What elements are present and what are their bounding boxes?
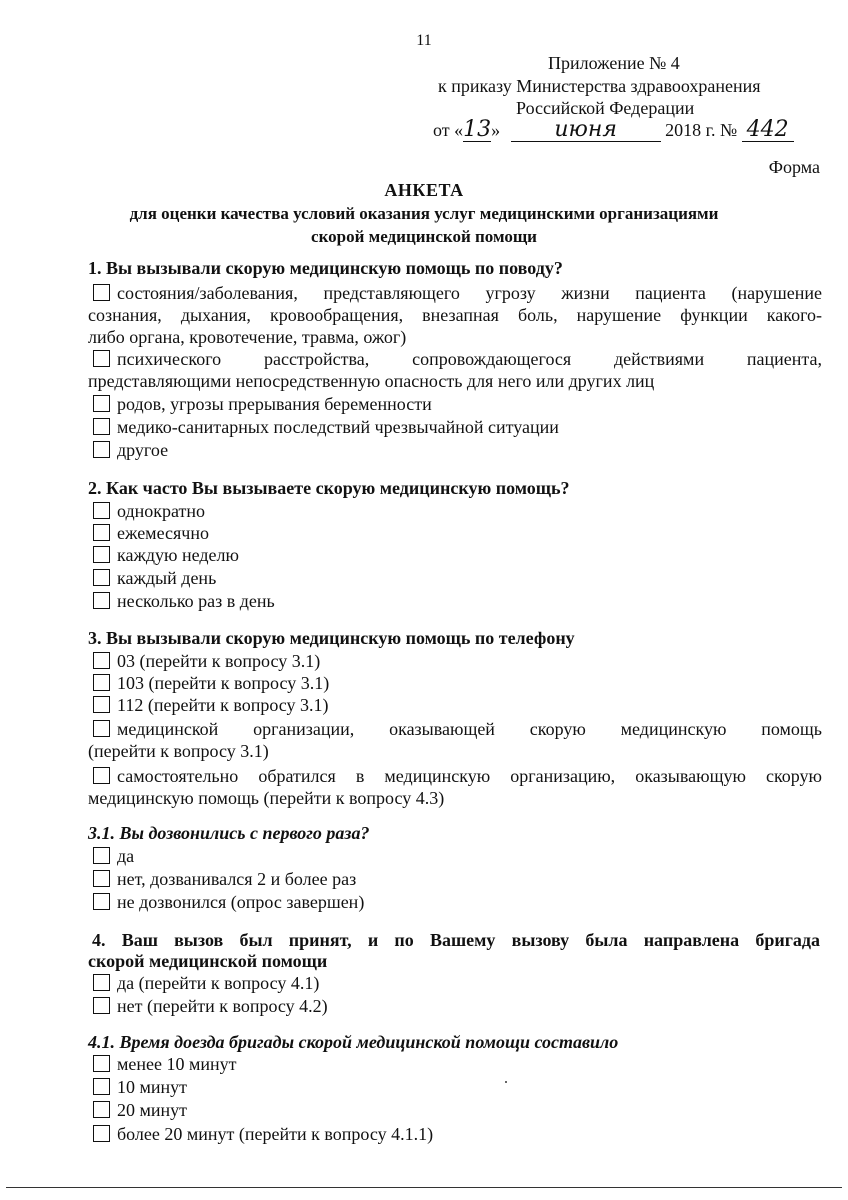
date-year: 2018 г. № <box>665 120 738 140</box>
question-4: 4. Ваш вызов был принят, и по Вашему вызову была направлена бригада <box>92 930 820 950</box>
q1-option-1[interactable]: состояния/заболевания, представляющего угрозу жизни пациента (нарушение <box>88 282 822 304</box>
checkbox[interactable] <box>93 418 110 435</box>
questionnaire-subtitle <box>60 202 788 248</box>
q3-option-5[interactable]: самостоятельно обратился в медицинскую организацию, оказывающую скорую <box>88 765 822 787</box>
question-2: 2. Как часто Вы вызываете скорую медицинскую помощь? <box>88 478 570 498</box>
checkbox[interactable] <box>93 997 110 1014</box>
q2-option-3[interactable]: каждую неделю <box>88 544 822 566</box>
q4-1-option-2[interactable]: 10 минут <box>88 1076 822 1098</box>
checkbox[interactable] <box>93 592 110 609</box>
question-4-1: 4.1. Время доезда бригады скорой медицинской помощи составило <box>88 1032 619 1052</box>
question-4-cont: скорой медицинской помощи <box>88 951 328 971</box>
checkbox[interactable] <box>93 767 110 784</box>
federation-name: Российской Федерации <box>516 98 695 118</box>
checkbox[interactable] <box>93 847 110 864</box>
q2-option-5[interactable]: несколько раз в день <box>88 590 822 612</box>
checkbox[interactable] <box>93 674 110 691</box>
q4-option-2[interactable]: нет (перейти к вопросу 4.2) <box>88 995 822 1017</box>
q1-option-4[interactable]: медико-санитарных последствий чрезвычайной ситуации <box>88 416 822 438</box>
order-date-line <box>433 118 794 142</box>
q4-1-option-4[interactable]: более 20 минут (перейти к вопросу 4.1.1) <box>88 1123 822 1145</box>
q3-1-option-3[interactable]: не дозвонился (опрос завершен) <box>88 891 822 913</box>
checkbox[interactable] <box>93 524 110 541</box>
question-1: 1. Вы вызывали скорую медицинскую помощь по поводу? <box>88 258 563 278</box>
checkbox[interactable] <box>93 652 110 669</box>
q1-option-1-cont: либо органа, кровотечение, травма, ожог) <box>88 327 407 347</box>
date-prefix: от « <box>433 120 464 140</box>
checkbox[interactable] <box>93 893 110 910</box>
q3-option-1[interactable]: 03 (перейти к вопросу 3.1) <box>88 650 822 672</box>
subtitle-line: скорой медицинской помощи <box>311 227 537 246</box>
subtitle-line: для оценки качества условий оказания услуг медицинскими организациями <box>129 204 719 223</box>
checkbox[interactable] <box>93 284 110 301</box>
checkbox[interactable] <box>93 870 110 887</box>
q4-1-option-1[interactable]: менее 10 минут <box>88 1053 822 1075</box>
date-month: июня <box>511 119 661 142</box>
page-bottom-edge <box>6 1187 842 1188</box>
checkbox[interactable] <box>93 502 110 519</box>
scan-speck <box>505 1081 507 1083</box>
checkbox[interactable] <box>93 441 110 458</box>
q3-option-2[interactable]: 103 (перейти к вопросу 3.1) <box>88 672 822 694</box>
question-3: 3. Вы вызывали скорую медицинскую помощь по телефону <box>88 628 575 648</box>
checkbox[interactable] <box>93 1101 110 1118</box>
checkbox[interactable] <box>93 1078 110 1095</box>
checkbox[interactable] <box>93 395 110 412</box>
q3-1-option-1[interactable]: да <box>88 845 822 867</box>
checkbox[interactable] <box>93 720 110 737</box>
q2-option-2[interactable]: ежемесячно <box>88 522 822 544</box>
q3-option-3[interactable]: 112 (перейти к вопросу 3.1) <box>88 694 822 716</box>
checkbox[interactable] <box>93 350 110 367</box>
form-label: Форма <box>768 157 820 177</box>
checkbox[interactable] <box>93 696 110 713</box>
checkbox[interactable] <box>93 1055 110 1072</box>
q1-option-3[interactable]: родов, угрозы прерывания беременности <box>88 393 822 415</box>
page-number: 11 <box>416 32 432 49</box>
q3-option-5-cont: медицинскую помощь (перейти к вопросу 4.3) <box>88 788 445 808</box>
question-3-1: 3.1. Вы дозвонились с первого раза? <box>88 823 370 843</box>
checkbox[interactable] <box>93 1125 110 1142</box>
q3-option-4[interactable]: медицинской организации, оказывающей скорую медицинскую помощь <box>88 718 822 740</box>
order-number: 442 <box>742 119 794 142</box>
q3-option-4-cont: (перейти к вопросу 3.1) <box>88 741 269 761</box>
q1-option-2-cont: представляющими непосредственную опасность для него или других лиц <box>88 371 655 391</box>
checkbox[interactable] <box>93 569 110 586</box>
appendix-number: Приложение № 4 <box>548 53 680 73</box>
questionnaire-title: АНКЕТА <box>384 180 464 200</box>
q1-option-5[interactable]: другое <box>88 439 822 461</box>
q2-option-1[interactable]: однократно <box>88 500 822 522</box>
q4-1-option-3[interactable]: 20 минут <box>88 1099 822 1121</box>
date-mid: » <box>491 120 501 140</box>
date-day: 13 <box>463 117 492 142</box>
checkbox[interactable] <box>93 974 110 991</box>
q3-1-option-2[interactable]: нет, дозванивался 2 и более раз <box>88 868 822 890</box>
order-reference: к приказу Министерства здравоохранения <box>438 76 761 96</box>
q4-option-1[interactable]: да (перейти к вопросу 4.1) <box>88 972 822 994</box>
checkbox[interactable] <box>93 546 110 563</box>
q2-option-4[interactable]: каждый день <box>88 567 822 589</box>
q1-option-2[interactable]: психического расстройства, сопровождающегося действиями пациента, <box>88 348 822 370</box>
q1-option-1-cont: сознания, дыхания, кровообращения, внезапная боль, нарушение функции какого- <box>88 305 822 325</box>
